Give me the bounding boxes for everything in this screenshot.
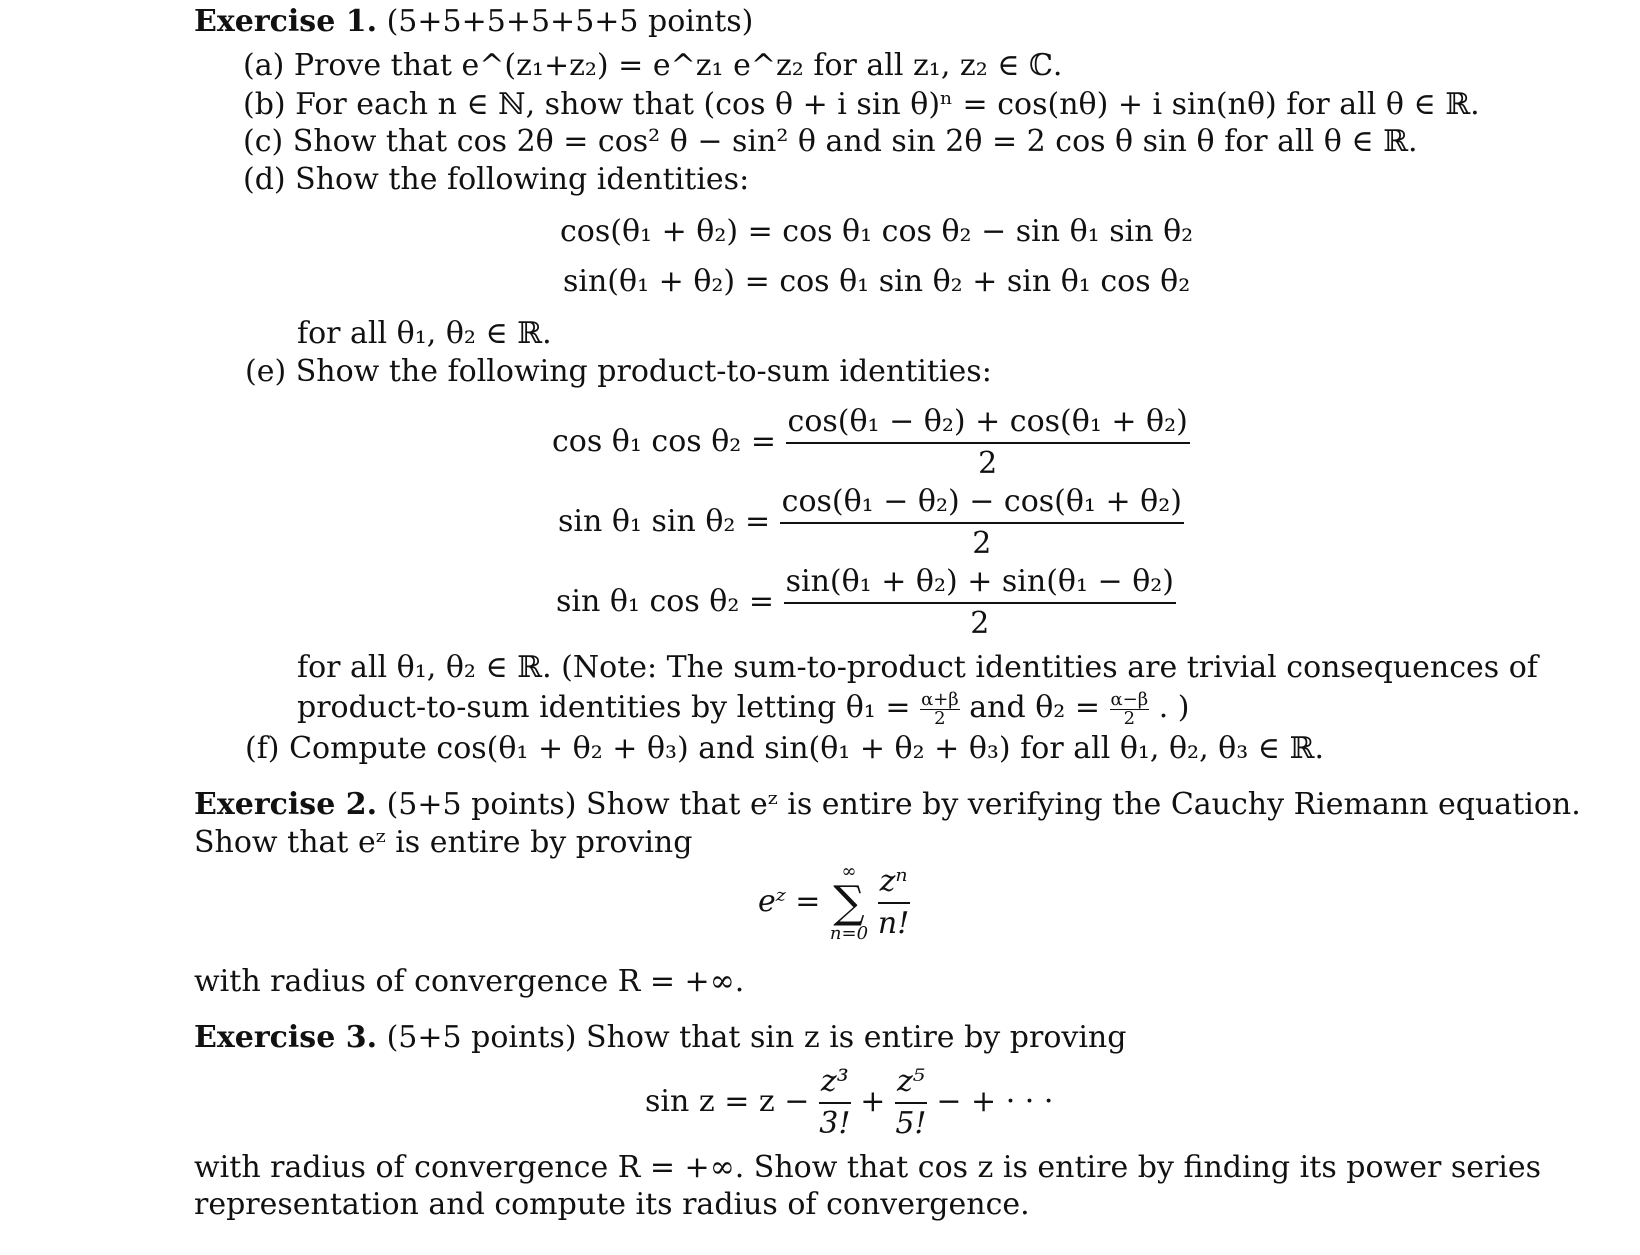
row-1-fraction bbox=[786, 402, 1190, 484]
note-2c: . ) bbox=[1158, 690, 1190, 725]
identity-cos-sum: cos(θ₁ + θ₂) = cos θ₁ cos θ₂ − sin θ₁ sin θ₂ bbox=[560, 214, 1194, 249]
item-a-label: (a) bbox=[243, 48, 285, 83]
exercise-2-title: Exercise 2. bbox=[194, 787, 378, 822]
row-1-numerator: cos(θ₁ − θ₂) + cos(θ₁ + θ₂) bbox=[786, 402, 1190, 444]
sum-lower-limit: n=0 bbox=[829, 923, 869, 944]
exercise-2-line-1 bbox=[194, 787, 1581, 823]
exp-term-denominator: n! bbox=[877, 906, 910, 941]
item-c bbox=[243, 124, 1418, 160]
item-e-label: (e) bbox=[245, 354, 287, 389]
exercise-3-line-1 bbox=[194, 1020, 1126, 1056]
row-2-denominator: 2 bbox=[972, 526, 992, 561]
exercise-3-tail-1: with radius of convergence R = +∞. Show that cos z is entire by finding its power series bbox=[194, 1150, 1542, 1185]
item-b-label: (b) bbox=[243, 87, 286, 122]
item-d bbox=[243, 162, 749, 198]
exercise-2-line-2: Show that eᶻ is entire by proving bbox=[194, 825, 693, 860]
frac1-den: 2 bbox=[934, 707, 946, 729]
row-2-fraction bbox=[780, 482, 1184, 564]
item-d-label: (d) bbox=[243, 162, 286, 197]
row-1-denominator: 2 bbox=[978, 446, 998, 481]
sin-tail: − + · · · bbox=[936, 1084, 1054, 1119]
identity-sin-sum: sin(θ₁ + θ₂) = cos θ₁ sin θ₂ + sin θ₁ cos θ₂ bbox=[563, 264, 1191, 299]
alpha-plus-beta-fraction bbox=[920, 688, 960, 729]
sin-term-2-numerator: z⁵ bbox=[895, 1062, 927, 1104]
sine-series-equation bbox=[645, 1062, 1053, 1144]
exponential-series-equation bbox=[758, 862, 910, 944]
item-f bbox=[245, 731, 1324, 767]
item-d-text: Show the following identities: bbox=[295, 162, 750, 197]
exp-lhs: eᶻ = bbox=[758, 884, 821, 919]
item-c-label: (c) bbox=[243, 124, 284, 159]
sin-term-2-fraction bbox=[895, 1062, 927, 1144]
item-c-text: Show that cos 2θ = cos² θ − sin² θ and sin 2θ = 2 cos θ sin θ for all θ ∈ ℝ. bbox=[292, 124, 1418, 159]
sum-upper-limit: ∞ bbox=[841, 861, 857, 882]
item-b bbox=[243, 87, 1480, 123]
exercise-2-tail: with radius of convergence R = +∞. bbox=[194, 964, 745, 999]
item-a-text: Prove that e^(z₁+z₂) = e^z₁ e^z₂ for all z₁, z₂ ∈ ℂ. bbox=[293, 48, 1063, 83]
frac2-den: 2 bbox=[1123, 707, 1136, 729]
exp-term-fraction bbox=[878, 862, 910, 944]
sigma-symbol: ∑ bbox=[833, 877, 865, 928]
row-2-lhs: sin θ₁ sin θ₂ = bbox=[558, 504, 771, 539]
exercise-3-text-1: (5+5 points) Show that sin z is entire by proving bbox=[386, 1020, 1127, 1055]
product-to-sum-row-1 bbox=[552, 402, 1190, 484]
sin-term-1-fraction bbox=[819, 1062, 851, 1144]
note-2a: product-to-sum identities by letting θ₁ = bbox=[297, 690, 911, 725]
row-3-lhs: sin θ₁ cos θ₂ = bbox=[556, 584, 775, 619]
exercise-1-heading bbox=[194, 4, 753, 40]
frac1-num: α+β bbox=[921, 688, 959, 710]
sin-lhs: sin z = z − bbox=[645, 1084, 810, 1119]
product-to-sum-row-2 bbox=[558, 482, 1184, 564]
item-f-text: Compute cos(θ₁ + θ₂ + θ₃) and sin(θ₁ + θ₂ + θ₃) for all θ₁, θ₂, θ₃ ∈ ℝ. bbox=[289, 731, 1324, 766]
frac2-num: α−β bbox=[1110, 688, 1149, 710]
sin-term-1-numerator: z³ bbox=[819, 1062, 851, 1104]
row-1-lhs: cos θ₁ cos θ₂ = bbox=[552, 424, 776, 459]
sin-term-2-denominator: 5! bbox=[895, 1106, 927, 1141]
sin-plus: + bbox=[860, 1084, 886, 1119]
row-3-denominator: 2 bbox=[970, 606, 990, 641]
exp-term-numerator: zⁿ bbox=[878, 862, 910, 904]
exercise-1-points: (5+5+5+5+5+5 points) bbox=[386, 4, 754, 39]
exercise-3-tail-2: representation and compute its radius of convergence. bbox=[194, 1187, 1030, 1222]
row-3-fraction bbox=[784, 562, 1176, 644]
product-to-sum-row-3 bbox=[556, 562, 1176, 644]
row-3-numerator: sin(θ₁ + θ₂) + sin(θ₁ − θ₂) bbox=[784, 562, 1176, 604]
exercise-3-title: Exercise 3. bbox=[194, 1020, 378, 1055]
sin-term-1-denominator: 3! bbox=[819, 1106, 851, 1141]
item-b-text: For each n ∈ ℕ, show that (cos θ + i sin θ)ⁿ = cos(nθ) + i sin(nθ) for all θ ∈ ℝ. bbox=[295, 87, 1480, 122]
summation bbox=[830, 863, 868, 943]
item-f-label: (f) bbox=[245, 731, 280, 766]
item-e-text: Show the following product-to-sum identities: bbox=[295, 354, 992, 389]
item-e-note-line-1: for all θ₁, θ₂ ∈ ℝ. (Note: The sum-to-product identities are trivial consequences of bbox=[297, 650, 1538, 685]
item-d-tail: for all θ₁, θ₂ ∈ ℝ. bbox=[297, 316, 552, 351]
item-e-note-line-2 bbox=[297, 690, 1190, 728]
exercise-2-text-1: (5+5 points) Show that eᶻ is entire by verifying the Cauchy Riemann equation. bbox=[386, 787, 1581, 822]
item-e bbox=[245, 354, 992, 390]
note-2b: and θ₂ = bbox=[969, 690, 1100, 725]
alpha-minus-beta-fraction bbox=[1110, 688, 1150, 729]
item-a bbox=[243, 48, 1062, 84]
exercise-1-title: Exercise 1. bbox=[194, 4, 378, 39]
row-2-numerator: cos(θ₁ − θ₂) − cos(θ₁ + θ₂) bbox=[780, 482, 1184, 524]
